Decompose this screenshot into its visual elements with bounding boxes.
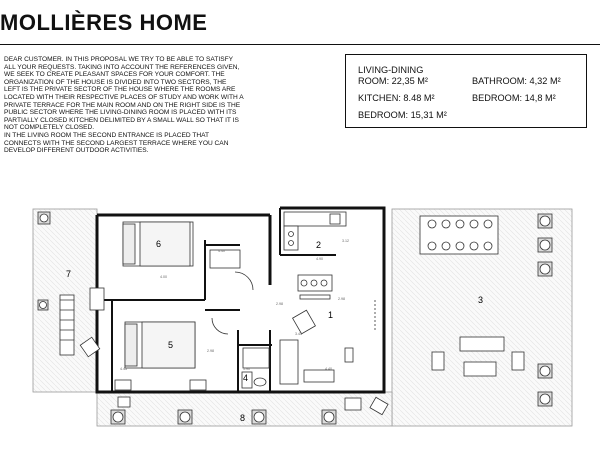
- dimension-label: 2.98: [276, 302, 283, 306]
- description-line: NOT COMPLETELY CLOSED.: [4, 124, 95, 132]
- dimension-label: 2.98: [338, 297, 345, 301]
- area-bedroom-2: BEDROOM: 14,8 M²: [472, 93, 556, 103]
- description-line: DEVELOP DIFFERENT OUTDOOR ACTIVITIES.: [4, 147, 149, 155]
- dimension-label: 3.45: [295, 332, 302, 336]
- floor-plan: [0, 200, 600, 460]
- bedroom-5-furniture: [115, 318, 228, 390]
- dimension-label: 4.90: [316, 257, 323, 261]
- description-line: IN THE LIVING ROOM THE SECOND ENTRANCE IS PLACED THAT: [4, 131, 210, 139]
- bedroom-6-furniture: [123, 222, 253, 290]
- room-number: 4: [243, 373, 249, 383]
- room-number: 1: [328, 310, 334, 320]
- room-number: 6: [156, 239, 162, 249]
- title-divider: [0, 44, 600, 45]
- description-text: [4, 56, 304, 155]
- description-line: LEFT IS THE PRIVATE SECTOR OF THE HOUSE WHERE THE ROOMS ARE: [4, 86, 236, 94]
- room-number: 7: [66, 269, 72, 279]
- description-line: WE SEEK TO CREATE PLEASANT SPACES FOR YOUR COMFORT. THE: [4, 71, 225, 79]
- area-summary-box: [345, 54, 587, 128]
- area-kitchen: KITCHEN: 8.48 M²: [358, 93, 435, 103]
- room-number: 5: [168, 340, 174, 350]
- description-line: PUBLIC SECTOR WHERE THE LIVING-DINING ROOM IS PLACED WITH ITS: [4, 109, 237, 117]
- description-line: PARTIALLY CLOSED KITCHEN DELIMITED BY A SMALL WALL SO THAT IT IS: [4, 116, 239, 124]
- dimension-label: 4.40: [325, 367, 332, 371]
- room-number: 3: [478, 295, 484, 305]
- description-line: CONNECTS WITH THE SECOND LARGEST TERRACE WHERE YOU CAN: [4, 139, 229, 147]
- area-living-line1: LIVING-DINING: [358, 65, 424, 75]
- description-line: PRIVATE TERRACE FOR THE MAIN ROOM AND ON THE RIGHT SIDE IS THE: [4, 101, 241, 109]
- dimension-label: 4.00: [160, 275, 167, 279]
- description-line: LOCATED WITH THEIR RESPECTIVE PLACES OF STUDY AND WORK WITH A: [4, 93, 244, 101]
- dimension-label: 4.40: [218, 249, 225, 253]
- area-bedroom-1: BEDROOM: 15,31 M²: [358, 110, 447, 120]
- description-line: DEAR CUSTOMER. IN THIS PROPOSAL WE TRY TO BE ABLE TO SATISFY: [4, 56, 234, 63]
- dimension-label: 3.12: [342, 239, 349, 243]
- page-title: MOLLIÈRES HOME: [0, 10, 208, 35]
- room-number: 2: [316, 240, 322, 250]
- area-living-line2: ROOM: 22,35 M²: [358, 76, 428, 86]
- dimension-label: 2.98: [207, 349, 214, 353]
- description-line: ORGANIZATION OF THE HOUSE IS DIVIDED INTO TWO SECTORS, THE: [4, 78, 227, 86]
- dimension-label: 1.90: [243, 367, 250, 371]
- area-bathroom: BATHROOM: 4,32 M²: [472, 76, 561, 86]
- dimension-label: 4.45: [120, 367, 127, 371]
- description-line: ALL YOUR REQUESTS. TAKING INTO ACCOUNT THE REFERENCES GIVEN,: [4, 63, 240, 71]
- room-number: 8: [240, 413, 246, 423]
